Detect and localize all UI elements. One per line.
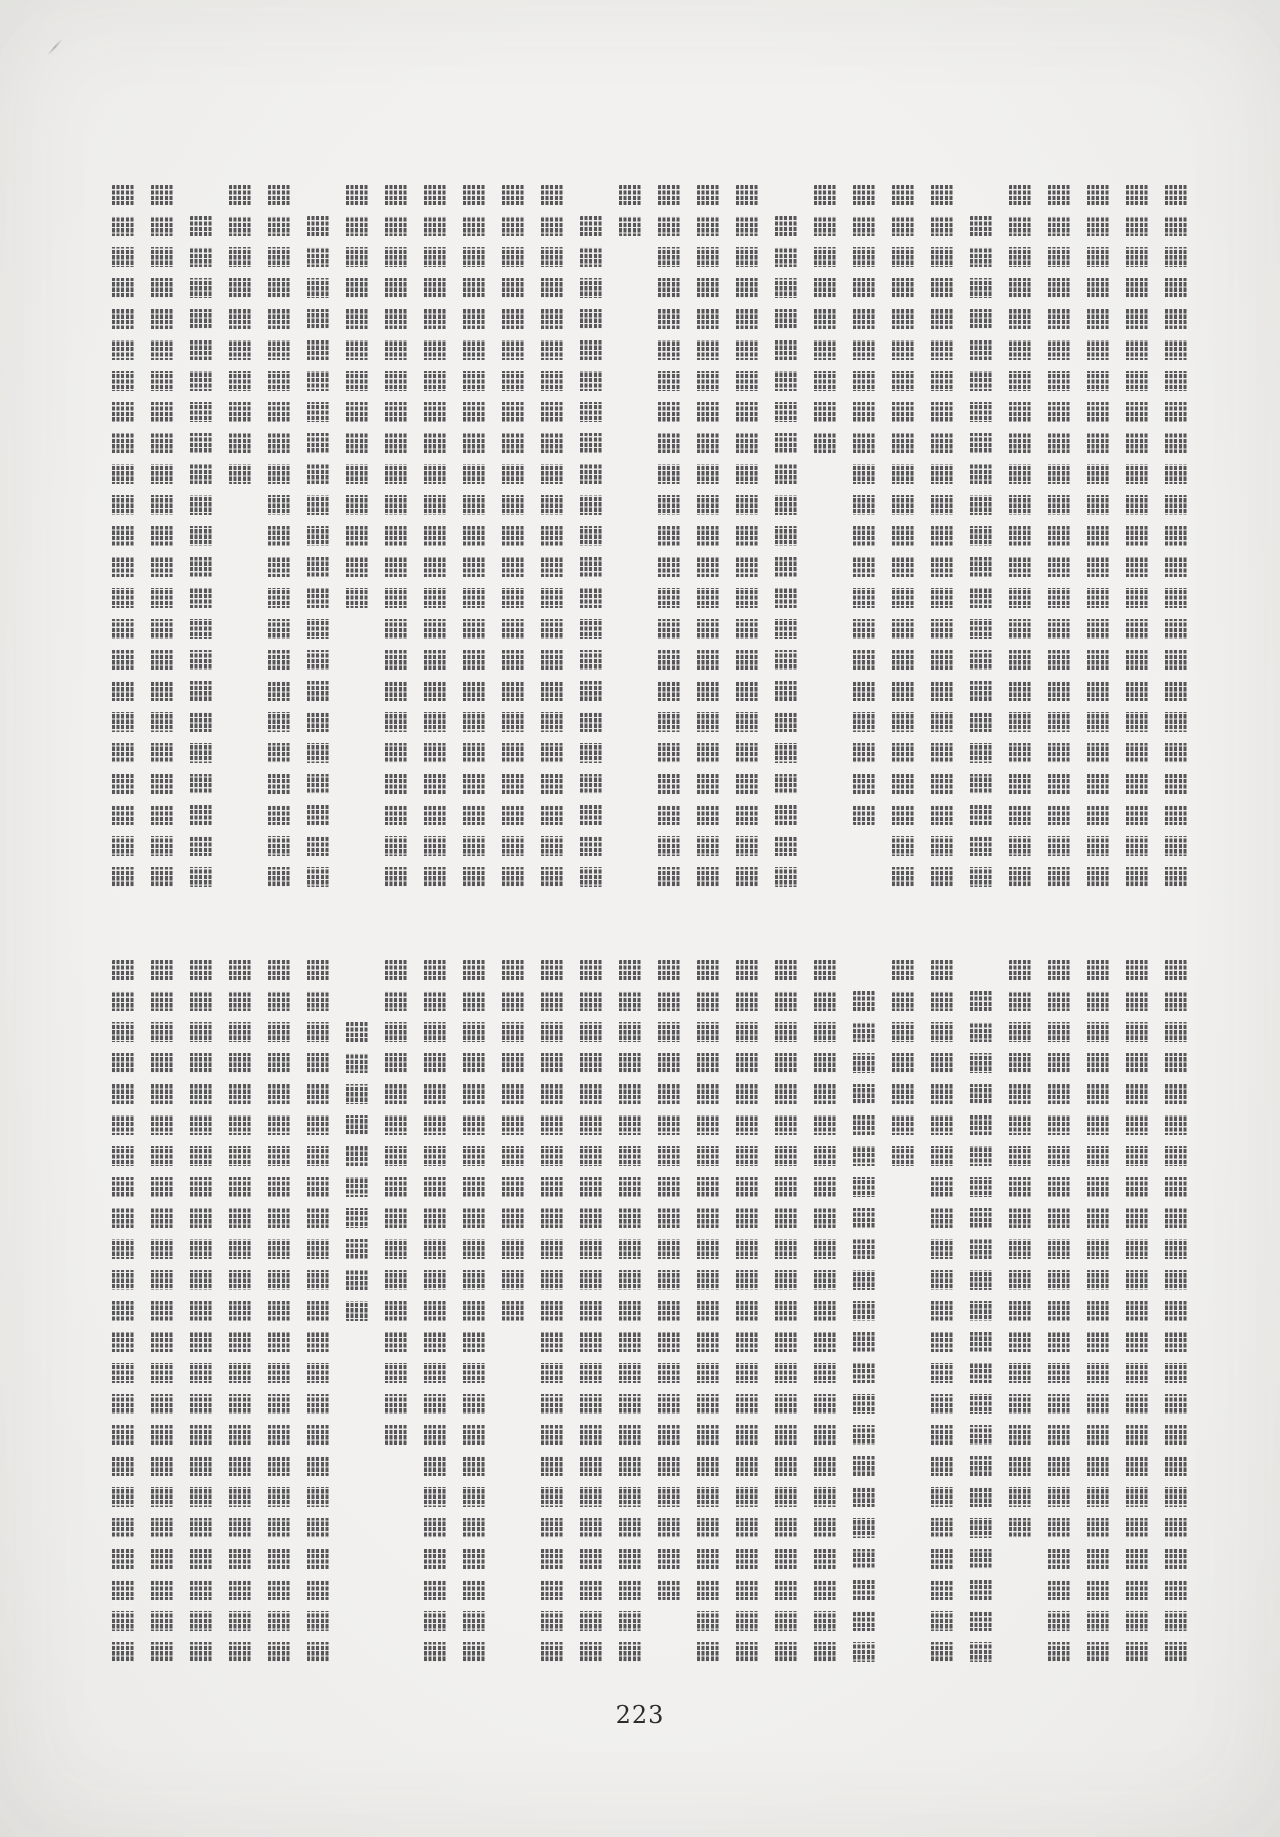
redacted-glyph-run — [970, 216, 992, 887]
text-column-redacted — [307, 185, 329, 890]
redacted-glyph-run — [1087, 185, 1109, 887]
text-column-redacted — [541, 960, 563, 1665]
text-column-redacted — [1126, 185, 1148, 890]
text-column-redacted — [697, 960, 719, 1665]
redacted-glyph-run — [775, 960, 797, 1662]
redacted-glyph-run — [424, 185, 446, 887]
text-column-redacted — [775, 185, 797, 890]
text-column-redacted — [853, 185, 875, 890]
text-column-redacted — [1048, 960, 1070, 1665]
redacted-glyph-run — [229, 960, 251, 1662]
text-column-redacted — [307, 960, 329, 1665]
text-column-redacted — [736, 185, 758, 890]
redacted-glyph-run — [1087, 960, 1109, 1662]
redacted-glyph-run — [112, 960, 134, 1662]
text-column-redacted — [580, 960, 602, 1665]
redacted-glyph-run — [931, 960, 953, 1662]
text-column-redacted — [1126, 960, 1148, 1665]
redacted-glyph-run — [892, 185, 914, 887]
text-column-redacted — [970, 185, 992, 890]
text-column-redacted — [1165, 960, 1187, 1665]
text-column-redacted — [541, 185, 563, 890]
text-column-redacted — [268, 960, 290, 1665]
text-column-redacted — [151, 185, 173, 890]
redacted-glyph-run — [1009, 960, 1031, 1538]
redacted-glyph-run — [385, 185, 407, 887]
text-column-redacted — [931, 185, 953, 890]
text-column-redacted — [424, 960, 446, 1665]
text-column-redacted — [385, 185, 407, 890]
text-column-redacted — [424, 185, 446, 890]
text-column-redacted — [190, 185, 212, 890]
redacted-glyph-run — [853, 991, 875, 1662]
redacted-glyph-run — [1165, 185, 1187, 887]
text-column-redacted — [463, 960, 485, 1665]
text-column-redacted — [268, 185, 290, 890]
redacted-glyph-run — [346, 1022, 368, 1321]
lower-text-block — [112, 960, 1187, 1665]
redacted-glyph-run — [619, 185, 641, 236]
text-column-redacted — [346, 960, 368, 1665]
text-column-redacted — [112, 185, 134, 890]
redacted-glyph-run — [463, 185, 485, 887]
redacted-glyph-run — [1009, 185, 1031, 887]
redacted-glyph-run — [541, 185, 563, 887]
redacted-glyph-run — [853, 185, 875, 825]
page-number: 223 — [615, 1701, 665, 1729]
redacted-glyph-run — [541, 960, 563, 1662]
redacted-glyph-run — [112, 185, 134, 887]
text-column-redacted — [619, 960, 641, 1665]
redacted-glyph-run — [307, 216, 329, 887]
redacted-glyph-run — [892, 960, 914, 1166]
text-column-redacted — [346, 185, 368, 890]
text-column-redacted — [892, 960, 914, 1665]
text-column-redacted — [112, 960, 134, 1665]
text-column-redacted — [580, 185, 602, 890]
redacted-glyph-run — [385, 960, 407, 1445]
redacted-glyph-run — [619, 960, 641, 1662]
redacted-glyph-run — [346, 185, 368, 608]
redacted-glyph-run — [775, 216, 797, 887]
redacted-glyph-run — [697, 960, 719, 1662]
redacted-glyph-run — [658, 960, 680, 1600]
redacted-glyph-run — [190, 216, 212, 887]
redacted-glyph-run — [307, 960, 329, 1662]
redacted-glyph-run — [736, 960, 758, 1662]
redacted-glyph-run — [151, 960, 173, 1662]
redacted-glyph-run — [268, 185, 290, 887]
redacted-glyph-run — [931, 185, 953, 887]
text-column-redacted — [814, 960, 836, 1665]
text-column-redacted — [1165, 185, 1187, 890]
redacted-glyph-run — [814, 960, 836, 1662]
redacted-glyph-run — [502, 185, 524, 887]
text-column-redacted — [736, 960, 758, 1665]
text-column-redacted — [502, 185, 524, 890]
scratch-mark — [47, 38, 63, 56]
redacted-glyph-run — [1048, 960, 1070, 1662]
redacted-glyph-run — [424, 960, 446, 1662]
redacted-glyph-run — [580, 216, 602, 887]
upper-text-block — [112, 185, 1187, 890]
redacted-glyph-run — [190, 960, 212, 1662]
text-column-redacted — [619, 185, 641, 890]
redacted-glyph-run — [658, 185, 680, 887]
text-column-redacted — [775, 960, 797, 1665]
text-column-redacted — [1048, 185, 1070, 890]
text-column-redacted — [229, 960, 251, 1665]
text-column-redacted — [853, 960, 875, 1665]
text-column-redacted — [697, 185, 719, 890]
redacted-glyph-run — [1126, 185, 1148, 887]
redacted-glyph-run — [1048, 185, 1070, 887]
redacted-glyph-run — [697, 185, 719, 887]
redacted-glyph-run — [1126, 960, 1148, 1662]
redacted-glyph-run — [229, 185, 251, 484]
text-column-redacted — [1009, 185, 1031, 890]
text-column-redacted — [892, 185, 914, 890]
redacted-glyph-run — [580, 960, 602, 1662]
text-column-redacted — [190, 960, 212, 1665]
text-column-redacted — [463, 185, 485, 890]
text-column-redacted — [970, 960, 992, 1665]
redacted-glyph-run — [151, 185, 173, 887]
text-column-redacted — [931, 960, 953, 1665]
text-column-redacted — [1087, 185, 1109, 890]
redacted-glyph-run — [1165, 960, 1187, 1662]
text-column-redacted — [658, 960, 680, 1665]
redacted-glyph-run — [463, 960, 485, 1662]
text-column-redacted — [151, 960, 173, 1665]
text-column-redacted — [229, 185, 251, 890]
text-column-redacted — [658, 185, 680, 890]
redacted-glyph-run — [268, 960, 290, 1662]
text-column-redacted — [385, 960, 407, 1665]
text-column-redacted — [502, 960, 524, 1665]
redacted-glyph-run — [736, 185, 758, 887]
text-column-redacted — [1087, 960, 1109, 1665]
redacted-glyph-run — [814, 185, 836, 453]
text-column-redacted — [814, 185, 836, 890]
text-column-redacted — [1009, 960, 1031, 1665]
redacted-glyph-run — [970, 991, 992, 1662]
redacted-glyph-run — [502, 960, 524, 1321]
